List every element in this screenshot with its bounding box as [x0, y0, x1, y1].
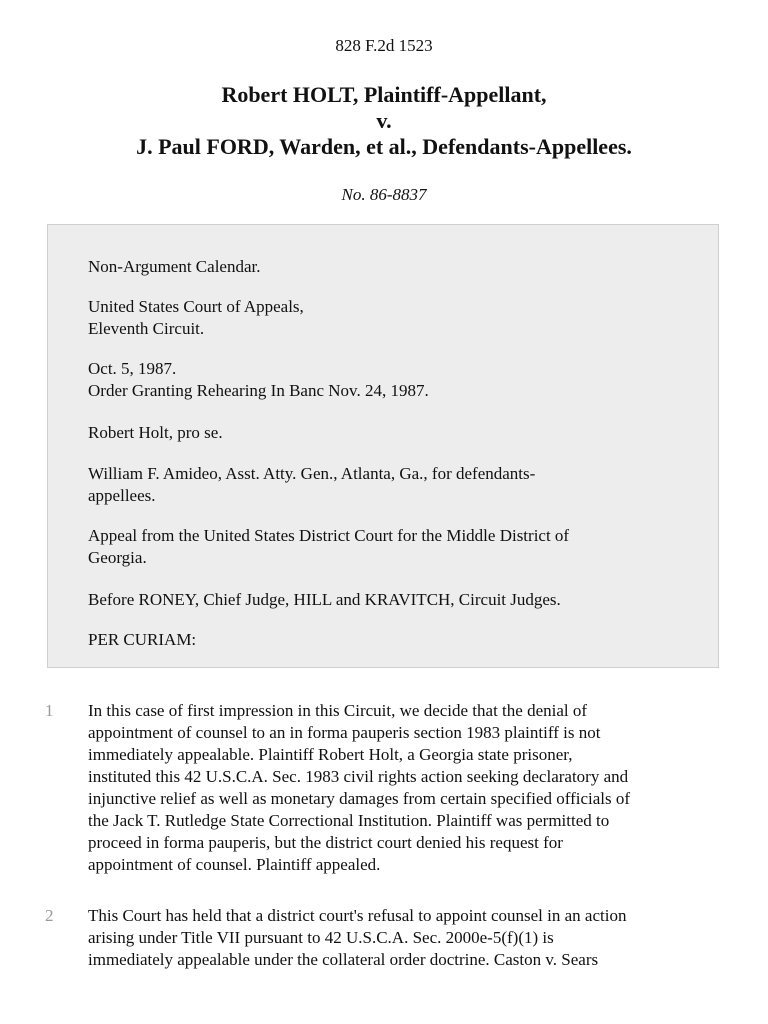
date-line-1: Oct. 5, 1987.	[88, 359, 177, 378]
text-line: This Court has held that a district court's refusal to appoint counsel in an action	[88, 906, 627, 925]
appeal-from-1: Appeal from the United States District Court for the Middle District of	[88, 526, 570, 545]
caption-defendant: J. Paul FORD, Warden, et al., Defendants-Appellees.	[136, 134, 632, 159]
appellee-counsel-1: William F. Amideo, Asst. Atty. Gen., Atlanta, Ga., for defendants-	[88, 464, 536, 483]
court-line-1: United States Court of Appeals,	[88, 297, 304, 316]
caption-versus: v.	[376, 108, 392, 133]
text-line: immediately appealable. Plaintiff Robert Holt, a Georgia state prisoner,	[88, 745, 573, 764]
court-line-2: Eleventh Circuit.	[88, 319, 205, 338]
text-line: arising under Title VII pursuant to 42 U.S.C.A. Sec. 2000e-5(f)(1) is	[88, 928, 554, 947]
per-curiam: PER CURIAM:	[88, 630, 197, 649]
case-caption	[0, 82, 768, 160]
header-box	[47, 224, 719, 668]
paragraph-number: 2	[45, 906, 54, 925]
panel-line: Before RONEY, Chief Judge, HILL and KRAVITCH, Circuit Judges.	[88, 590, 561, 609]
text-line: the Jack T. Rutledge State Correctional Institution. Plaintiff was permitted to	[88, 811, 610, 830]
calendar-line: Non-Argument Calendar.	[88, 257, 261, 276]
date-line-2: Order Granting Rehearing In Banc Nov. 24, 1987.	[88, 381, 429, 400]
text-line: instituted this 42 U.S.C.A. Sec. 1983 civil rights action seeking declaratory and	[88, 767, 629, 786]
appellant-counsel: Robert Holt, pro se.	[88, 423, 223, 442]
paragraph-number: 1	[45, 701, 54, 720]
text-line: immediately appealable under the collateral order doctrine. Caston v. Sears	[88, 950, 599, 969]
appellee-counsel-2: appellees.	[88, 486, 156, 505]
text-line: proceed in forma pauperis, but the district court denied his request for	[88, 833, 563, 852]
text-line: injunctive relief as well as monetary damages from certain specified officials of	[88, 789, 631, 808]
paragraph-text	[88, 905, 728, 971]
citation: 828 F.2d 1523	[335, 36, 433, 55]
text-line: In this case of first impression in this Circuit, we decide that the denial of	[88, 701, 588, 720]
text-line: appointment of counsel to an in forma pauperis section 1983 plaintiff is not	[88, 723, 601, 742]
paragraph-text	[88, 700, 728, 876]
appeal-from-2: Georgia.	[88, 548, 147, 567]
text-line: appointment of counsel. Plaintiff appealed.	[88, 855, 381, 874]
docket-number: No. 86-8837	[341, 185, 427, 204]
caption-plaintiff: Robert HOLT, Plaintiff-Appellant,	[221, 82, 547, 107]
